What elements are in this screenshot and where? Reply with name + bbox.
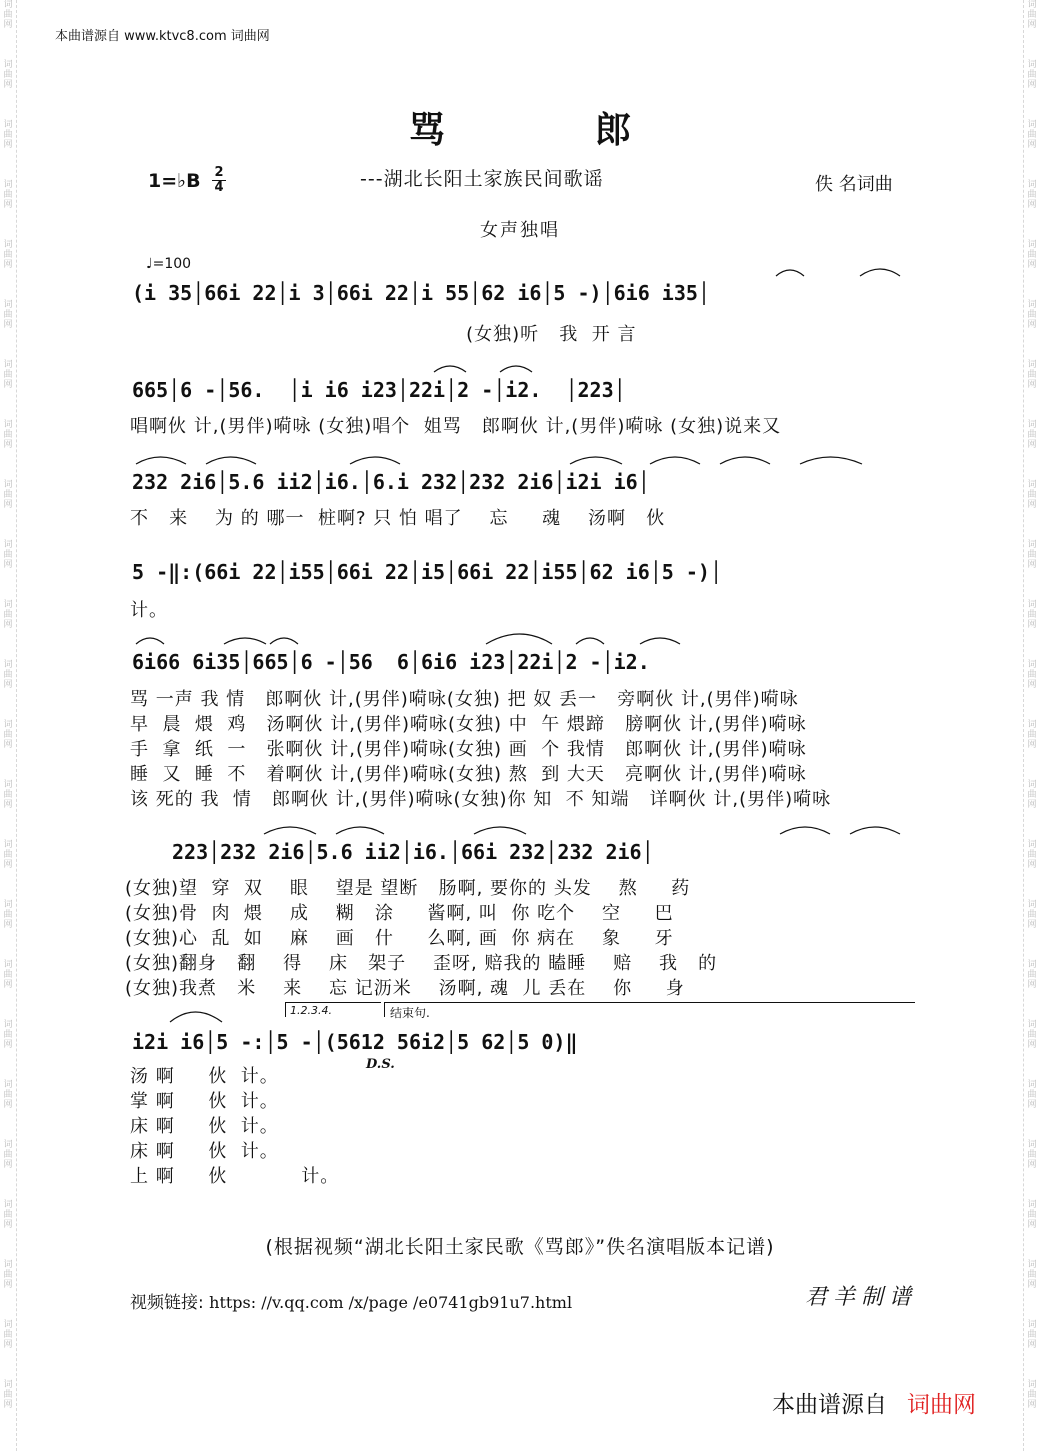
transcription-note: (根据视频“湖北长阳土家民歌《骂郎》”佚名演唱版本记谱) <box>265 1236 775 1258</box>
watermark-glyph: 词 曲 网 <box>3 1260 13 1290</box>
transcriber-signature: 君羊制谱 <box>805 1285 918 1310</box>
score-line-4-lyrics: 计。 <box>130 600 168 621</box>
watermark-glyph: 词 曲 网 <box>3 1200 13 1230</box>
video-link-line <box>130 1288 572 1313</box>
watermark-glyph: 词 曲 网 <box>3 840 13 870</box>
watermark-glyph: 词 曲 网 <box>3 420 13 450</box>
score-line-3-notes: 232 2i6│5.6 ii2│i6.│6.i 232│232 2i6│i2i i6│ <box>132 470 650 494</box>
watermark-glyph: 词 曲 网 <box>1027 420 1037 450</box>
watermark-glyph: 词 曲 网 <box>1027 1320 1037 1350</box>
composer-credit: 佚 名词曲 <box>815 174 893 195</box>
watermark-glyph: 词 曲 网 <box>3 1020 13 1050</box>
score-line-5-lyrics-verse-1: 骂 一声 我 情 郎啊伙 计,(男伴)嗬咏(女独) 把 奴 丢一 旁啊伙 计,(男伴)嗬咏 <box>130 689 799 710</box>
score-line-6-lyrics-verse-3: (女独)心 乱 如 麻 画 什 么啊, 画 你 病在 象 牙 <box>125 928 674 949</box>
score-line-1-lyrics: (女独)听 我 开 言 <box>130 324 637 345</box>
score-line-6-lyrics-verse-2: (女独)骨 肉 煨 成 糊 涂 酱啊, 叫 你 吃个 空 巴 <box>125 903 674 924</box>
watermark-glyph: 词 曲 网 <box>1027 360 1037 390</box>
watermark-glyph: 词 曲 网 <box>1027 1260 1037 1290</box>
watermark-glyph: 词 曲 网 <box>1027 60 1037 90</box>
score-line-7-lyrics-verse-3: 床 啊 伙 计。 <box>130 1116 279 1137</box>
ending-bracket <box>384 1002 915 1017</box>
watermark-glyph: 词 曲 网 <box>1027 1380 1037 1410</box>
watermark-glyph: 词 曲 网 <box>3 360 13 390</box>
watermark-glyph: 词 曲 网 <box>1027 720 1037 750</box>
voice-type: 女声独唱 <box>480 220 560 241</box>
ending-label: 结束句. <box>390 1006 430 1020</box>
footer-brand[interactable]: 词曲网 <box>907 1392 976 1418</box>
watermark-glyph: 词 曲 网 <box>3 720 13 750</box>
score-line-5-lyrics-verse-3: 手 拿 纸 一 张啊伙 计,(男伴)嗬咏(女独) 画 个 我情 郎啊伙 计,(男伴)嗬咏 <box>130 739 807 760</box>
watermark-glyph: 词 曲 网 <box>1027 300 1037 330</box>
score-line-7-lyrics-verse-1: 汤 啊 伙 计。 <box>130 1066 279 1087</box>
watermark-glyph: 词 曲 网 <box>3 1380 13 1410</box>
watermark-glyph: 词 曲 网 <box>3 660 13 690</box>
watermark-glyph: 词 曲 网 <box>1027 1080 1037 1110</box>
score-line-6-lyrics-verse-5: (女独)我煮 米 来 忘 记沥米 汤啊, 魂 儿 丢在 你 身 <box>125 978 685 999</box>
score-line-7-lyrics-verse-5: 上 啊 伙 计。 <box>130 1166 340 1187</box>
footer-source <box>772 1386 976 1419</box>
watermark-glyph: 词 曲 网 <box>1027 960 1037 990</box>
video-link-url[interactable]: https: //v.qq.com /x/page /e0741gb91u7.html <box>209 1293 573 1312</box>
watermark-glyph: 词 曲 网 <box>1027 540 1037 570</box>
watermark-glyph: 词 曲 网 <box>1027 840 1037 870</box>
watermark-glyph: 词 曲 网 <box>1027 660 1037 690</box>
score-line-2-lyrics: 唱啊伙 计,(男伴)嗬咏 (女独)唱个 姐骂 郎啊伙 计,(男伴)嗬咏 (女独)说来又 <box>130 416 782 437</box>
watermark-glyph: 词 曲 网 <box>3 1320 13 1350</box>
dal-segno-mark: D.S. <box>366 1057 395 1072</box>
watermark-glyph: 词 曲 网 <box>1027 780 1037 810</box>
score-line-5-lyrics-verse-4: 睡 又 睡 不 着啊伙 计,(男伴)嗬咏(女独) 熬 到 大天 亮啊伙 计,(男伴)嗬咏 <box>130 764 807 785</box>
source-header: 本曲谱源自 www.ktvc8.com 词曲网 <box>55 29 270 44</box>
watermark-glyph: 词 曲 网 <box>3 540 13 570</box>
watermark-glyph: 词 曲 网 <box>1027 1140 1037 1170</box>
meter-top: 2 <box>212 166 226 181</box>
watermark-glyph: 词 曲 网 <box>1027 900 1037 930</box>
watermark-glyph: 词 曲 网 <box>1027 120 1037 150</box>
watermark-glyph: 词 曲 网 <box>1027 600 1037 630</box>
watermark-glyph: 词 曲 网 <box>3 120 13 150</box>
volta-label: 1.2.3.4. <box>290 1004 332 1017</box>
watermark-glyph: 词 曲 网 <box>1027 480 1037 510</box>
score-line-5-notes: 6i66 6i35│665│6 -│56 6│6i6 i23│22i│2 -│i2. <box>132 650 650 674</box>
watermark-glyph: 词 曲 网 <box>1027 240 1037 270</box>
watermark-glyph: 词 曲 网 <box>3 60 13 90</box>
watermark-glyph: 词 曲 网 <box>3 480 13 510</box>
watermark-glyph: 词 曲 网 <box>3 1080 13 1110</box>
key-signature: 1=♭B <box>148 170 201 192</box>
watermark-glyph: 词 曲 网 <box>1027 0 1037 30</box>
score-line-4-notes: 5 -‖:(66i 22│i55│66i 22│i5│66i 22│i55│62 i6│5 -)│ <box>132 560 723 584</box>
watermark-glyph: 词 曲 网 <box>3 900 13 930</box>
watermark-glyph: 词 曲 网 <box>3 240 13 270</box>
score-line-5-lyrics-verse-5: 该 死的 我 情 郎啊伙 计,(男伴)嗬咏(女独)你 知 不 知端 详啊伙 计,(男伴)嗬咏 <box>130 789 832 810</box>
video-link-label: 视频链接: <box>130 1293 204 1313</box>
score-line-6-notes: 223│232 2i6│5.6 ii2│i6.│66i 232│232 2i6│ <box>172 840 654 864</box>
meter-bottom: 4 <box>214 180 224 195</box>
score-line-6-lyrics-verse-4: (女独)翻身 翻 得 床 架子 歪呀, 赔我的 瞌睡 赔 我 的 <box>125 953 718 974</box>
time-signature <box>212 166 226 195</box>
score-line-1-notes: (i 35│66i 22│i 3│66i 22│i 55│62 i6│5 -)│6i6 i35│ <box>132 281 710 305</box>
watermark-glyph: 词 曲 网 <box>3 300 13 330</box>
watermark-glyph: 词 曲 网 <box>3 600 13 630</box>
tempo-marking: ♩=100 <box>146 256 192 272</box>
score-line-2-notes: 665│6 -│56. │i i6 i23│22i│2 -│i2. │223│ <box>132 378 626 402</box>
score-line-7-notes: i2i i6│5 -:│5 -│(5612 56i2│5 62│5 0)‖ <box>132 1030 578 1054</box>
footer-prefix: 本曲谱源自 <box>772 1392 887 1418</box>
score-line-6-lyrics-verse-1: (女独)望 穿 双 眼 望是 望断 肠啊, 要你的 头发 熬 药 <box>125 878 691 899</box>
score-line-3-lyrics: 不 来 为 的 哪一 桩啊? 只 怕 唱了 忘 魂 汤啊 伙 <box>130 508 666 529</box>
song-subtitle: ---湖北长阳土家族民间歌谣 <box>360 168 604 190</box>
watermark-glyph: 词 曲 网 <box>1027 1200 1037 1230</box>
score-line-7-lyrics-verse-2: 掌 啊 伙 计。 <box>130 1091 279 1112</box>
watermark-glyph: 词 曲 网 <box>3 1140 13 1170</box>
watermark-glyph: 词 曲 网 <box>3 780 13 810</box>
watermark-glyph: 词 曲 网 <box>3 960 13 990</box>
watermark-glyph: 词 曲 网 <box>3 180 13 210</box>
score-line-7-lyrics-verse-4: 床 啊 伙 计。 <box>130 1141 279 1162</box>
song-title: 骂郎 <box>408 109 781 151</box>
watermark-glyph: 词 曲 网 <box>1027 180 1037 210</box>
watermark-glyph: 词 曲 网 <box>3 0 13 30</box>
watermark-glyph: 词 曲 网 <box>1027 1020 1037 1050</box>
score-line-5-lyrics-verse-2: 早 晨 煨 鸡 汤啊伙 计,(男伴)嗬咏(女独) 中 午 煨蹄 膀啊伙 计,(男伴)嗬咏 <box>130 714 807 735</box>
